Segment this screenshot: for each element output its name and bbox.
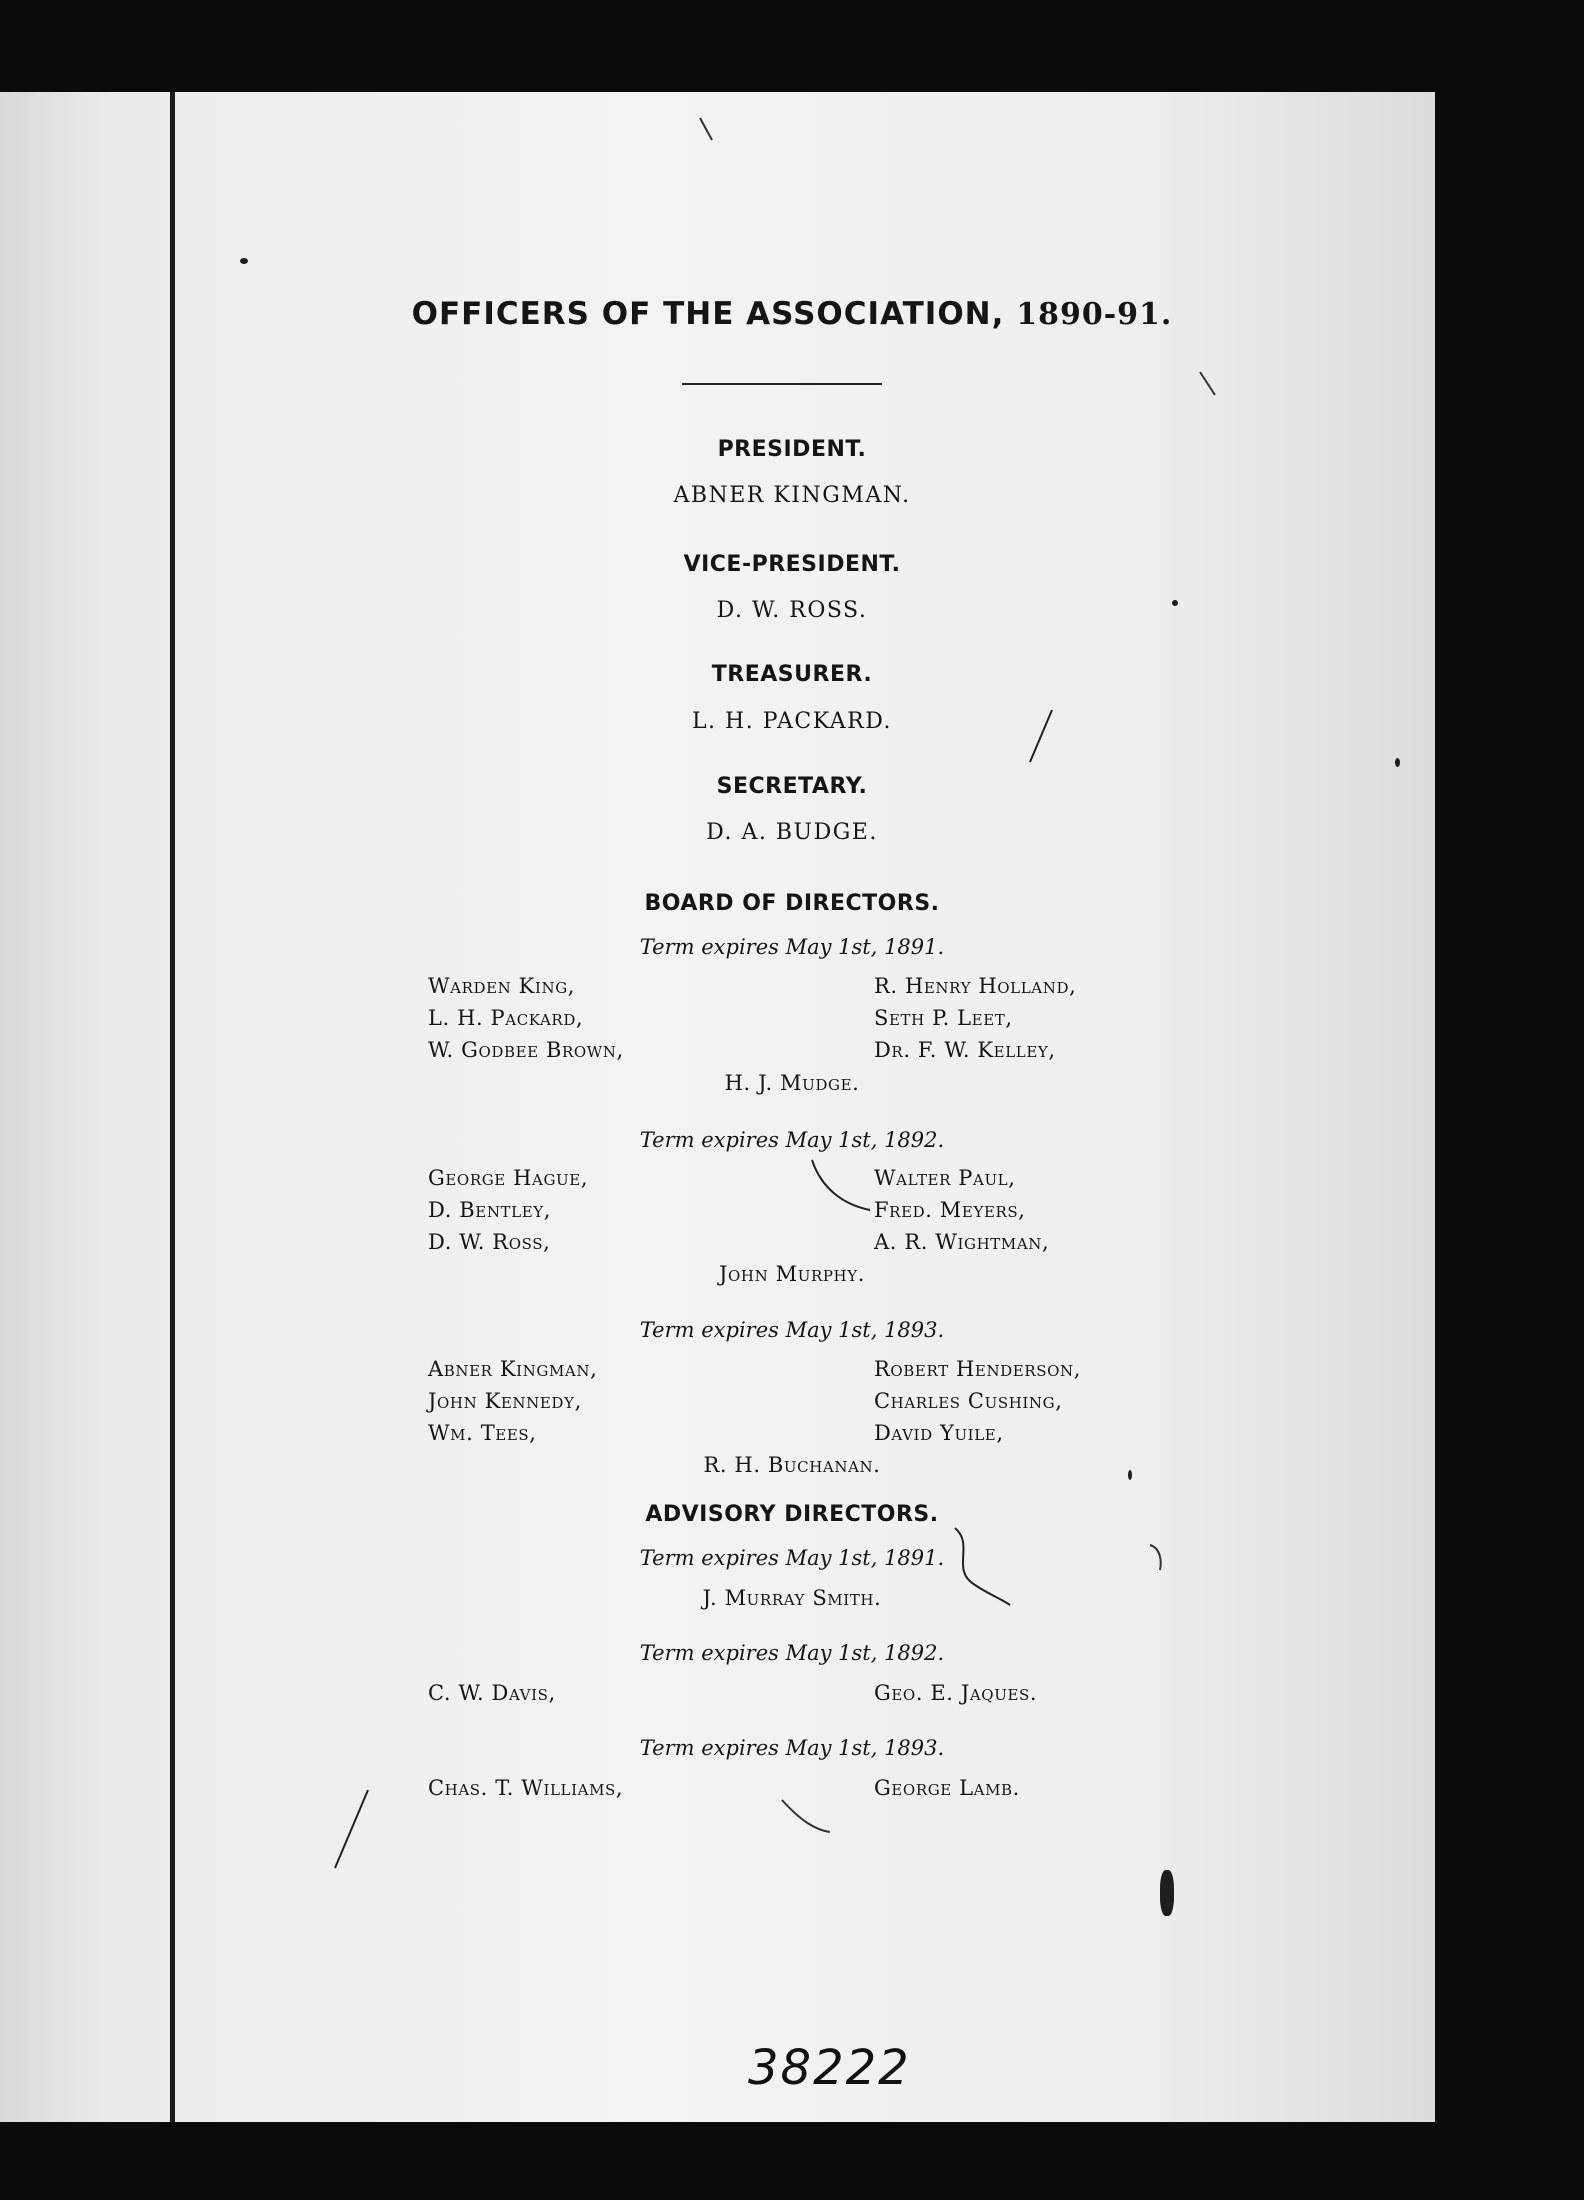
advisory-term-1892: Term expires May 1st, 1892. xyxy=(639,1641,945,1665)
board-1892-center: John Murphy. xyxy=(719,1262,865,1286)
advisory-1891-center: J. Murray Smith. xyxy=(702,1586,882,1610)
board-1893-left-2: John Kennedy, xyxy=(428,1389,582,1413)
treasurer-heading: TREASURER. xyxy=(711,662,873,687)
handwritten-number: 38222 xyxy=(748,2040,911,2096)
advisory-1892-left: C. W. Davis, xyxy=(428,1681,556,1705)
board-term-1892: Term expires May 1st, 1892. xyxy=(639,1128,945,1152)
board-1893-center: R. H. Buchanan. xyxy=(703,1453,881,1477)
board-1893-right-2: Charles Cushing, xyxy=(874,1389,1063,1413)
advisory-term-1893: Term expires May 1st, 1893. xyxy=(639,1736,945,1760)
board-1891-right-2: Seth P. Leet, xyxy=(874,1006,1013,1030)
board-1892-left-3: D. W. Ross, xyxy=(428,1230,551,1254)
secretary-heading: SECRETARY. xyxy=(716,774,868,799)
board-1892-right-1: Walter Paul, xyxy=(874,1166,1016,1190)
board-1892-left-1: George Hague, xyxy=(428,1166,589,1190)
board-1893-right-1: Robert Henderson, xyxy=(874,1357,1082,1381)
advisory-1893-right: George Lamb. xyxy=(874,1776,1020,1800)
board-1892-right-3: A. R. Wightman, xyxy=(874,1230,1050,1254)
president-heading: PRESIDENT. xyxy=(717,437,867,462)
vice-president-heading: VICE-PRESIDENT. xyxy=(683,552,901,577)
advisory-1893-left: Chas. T. Williams, xyxy=(428,1776,624,1800)
board-1893-right-3: David Yuile, xyxy=(874,1421,1004,1445)
advisory-term-1891: Term expires May 1st, 1891. xyxy=(639,1546,945,1570)
board-term-1891: Term expires May 1st, 1891. xyxy=(639,935,945,959)
vice-president-name: D. W. ROSS. xyxy=(716,598,868,623)
treasurer-name: L. H. PACKARD. xyxy=(691,709,893,734)
board-1891-center: H. J. Mudge. xyxy=(724,1071,860,1095)
title-years: 1890-91. xyxy=(1016,297,1173,332)
president-name: ABNER KINGMAN. xyxy=(673,483,911,508)
board-1891-left-1: Warden King, xyxy=(428,974,576,998)
board-heading: BOARD OF DIRECTORS. xyxy=(644,891,940,916)
board-1893-left-1: Abner Kingman, xyxy=(428,1357,598,1381)
board-1892-left-2: D. Bentley, xyxy=(428,1198,552,1222)
board-1893-left-3: Wm. Tees, xyxy=(428,1421,537,1445)
board-1891-left-2: L. H. Packard, xyxy=(428,1006,584,1030)
advisory-1892-right: Geo. E. Jaques. xyxy=(874,1681,1038,1705)
board-1892-right-2: Fred. Meyers, xyxy=(874,1198,1026,1222)
board-1891-right-1: R. Henry Holland, xyxy=(874,974,1077,998)
board-term-1893: Term expires May 1st, 1893. xyxy=(639,1318,945,1342)
secretary-name: D. A. BUDGE. xyxy=(706,820,878,845)
title-main: OFFICERS OF THE ASSOCIATION, xyxy=(411,296,1005,332)
advisory-heading: ADVISORY DIRECTORS. xyxy=(645,1502,939,1527)
board-1891-left-3: W. Godbee Brown, xyxy=(428,1038,624,1062)
board-1891-right-3: Dr. F. W. Kelley, xyxy=(874,1038,1056,1062)
